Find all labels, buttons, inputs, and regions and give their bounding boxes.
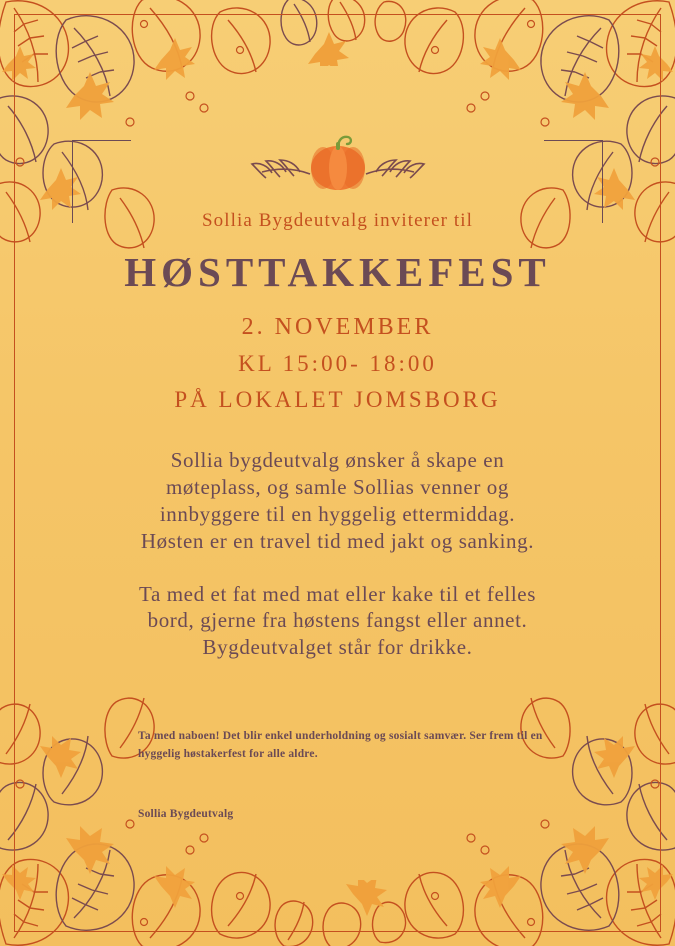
leaf-decoration-bottom-edge <box>270 880 420 946</box>
event-date: 2. NOVEMBER <box>241 314 434 340</box>
page-title: HØSTTAKKEFEST <box>124 249 551 295</box>
pumpkin-icon <box>238 128 438 198</box>
signature: Sollia Bygdeutvalg <box>138 807 234 820</box>
pumpkin-emblem <box>0 128 675 198</box>
body-paragraph-1: Sollia bygdeutvalg ønsker å skape en møteplass, og samle Sollias venner og innbyggere til en hyggelig ettermiddag. Høsten er en travel tid med jakt og sanking. <box>140 448 535 553</box>
leaf-decoration-top-edge <box>280 0 410 66</box>
invite-line: Sollia Bygdeutvalg inviterer til <box>201 210 474 231</box>
poster-footer <box>138 728 555 820</box>
pumpkin-body <box>311 144 365 190</box>
body-paragraph-2: Ta med et fat med mat eller kake til et felles bord, gjerne fra høstens fangst eller annet. Bygdeutvalget står for drikke. <box>139 581 536 660</box>
event-time: KL 15:00- 18:00 <box>238 351 437 376</box>
poster-content <box>0 210 675 661</box>
event-place: PÅ LOKALET JOMSBORG <box>174 387 501 412</box>
footer-note: Ta med naboen! Det blir enkel underholdning og sosialt samvær. Ser frem til en hyggelig høstakerfest for alle aldre. <box>138 730 543 760</box>
